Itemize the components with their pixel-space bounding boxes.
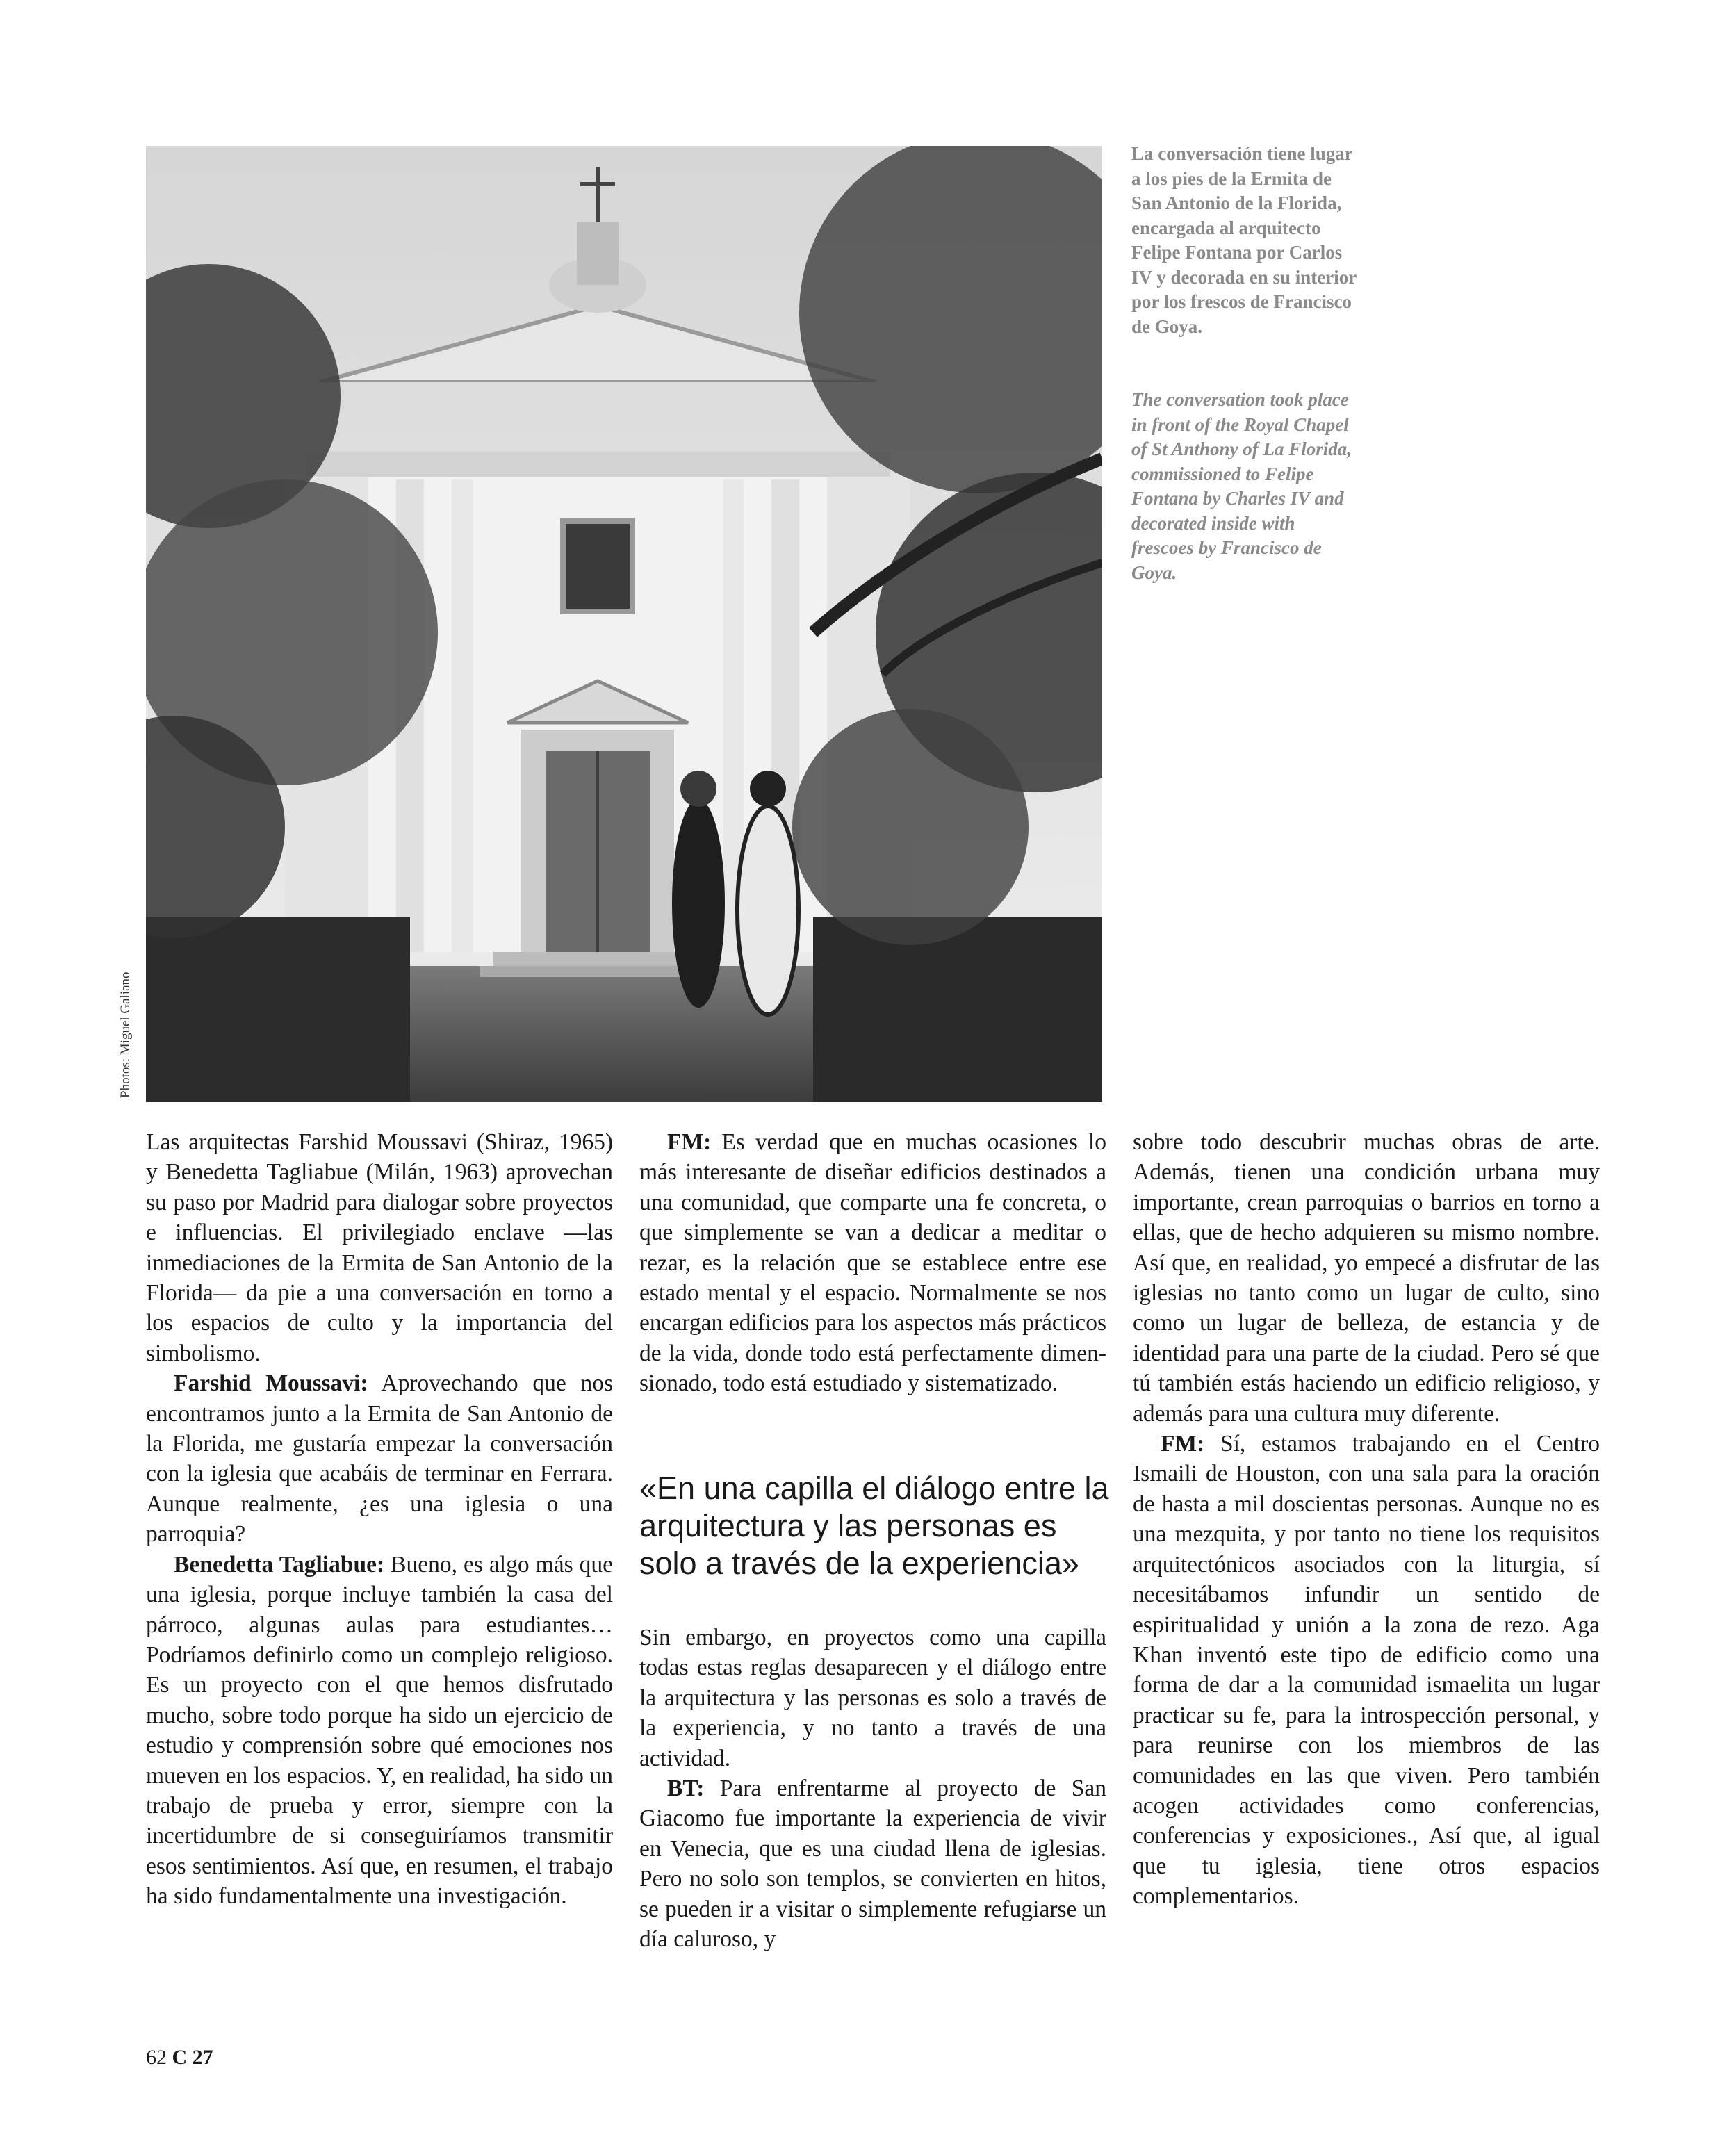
page-number: 62 [146, 2046, 167, 2069]
paragraph-text: Bueno, es algo más que una iglesia, porque incluye también la casa del párroco, algunas aulas para estudiantes… Podríamos definirlo como un complejo religioso. Es un proyecto con el que hemos disfrutado mucho, sobre todo porque ha sido un ejercicio de estudio y comprensión sobre qué emociones nos mueven en los espacios. Y, en realidad, ha sido un trabajo de prueba y error, siempre con la incertidumbre de si conseguiríamos transmitir esos sentimientos. Así que, en resumen, el trabajo ha sido fundamentalmente una investigación. [146, 1551, 613, 1910]
paragraph-fm-2 [1133, 1429, 1600, 1912]
paragraph-continuation: sobre todo descubrir muchas obras de arte. Además, tienen una condición urbana muy importante, crean parroquias o barrios en torno a ellas, que de hecho adquieren su mismo nombre. Así que, en realidad, yo empecé a disfrutar de las iglesias no tanto como un lugar de culto, sino como un lugar de belleza, de estancia y de identidad para una parte de la ciudad. Pero sé que tú también estás haciendo un edificio religioso, y además para una cultura muy diferente. [1133, 1129, 1600, 1427]
paragraph-text: Es verdad que en muchas ocasiones lo más interesante de diseñar edificios destinados a una comunidad, que comparte una fe concreta, o que simplemente se van a dedicar a meditar o rezar, es la relación que se establece entre ese estado mental y el espacio. Normalmente se nos encargan edificios para los aspectos más prácticos de la vida, donde todo está perfectamente dimensionado, todo está estudiado y sistematizado. [639, 1129, 1106, 1397]
speaker-label: Benedetta Tagliabue: [174, 1551, 385, 1577]
caption-english: The conversation took place in front of the Royal Chapel of St Anthony of La Florida, commissioned to Felipe Fontana by Charles IV and decorated inside with frescoes by Francisco de Goya. [1131, 389, 1352, 583]
paragraph-text: Aprovechando que nos encontramos junto a la Ermita de San Antonio de la Florida, me gustaría empezar la conversación con la iglesia que acabáis de terminar en Ferrara. Aunque realmente, ¿es una iglesia o una parroquia? [146, 1370, 613, 1548]
speaker-label: FM: [667, 1129, 712, 1155]
paragraph-continuation: Sin embargo, en proyectos como una capilla todas estas reglas desaparecen y el diálogo entre la arquitectura y las personas es solo a través de la experiencia, y no tanto a través de una actividad. [639, 1625, 1106, 1771]
paragraph-fm-1 [639, 1127, 1106, 1399]
magazine-issue: C 27 [172, 2046, 213, 2069]
paragraph-text: Sí, estamos trabajando en el Centro Ismaili de Houston, con una sala para la oración de hasta a mil doscientas personas. Aunque no es una mezquita, y por tanto no tiene los requisitos arquitectónicos asociados con la liturgia, sí necesitábamos infundir un sentido de espiritualidad y unión a la zona de rezo. Aga Khan inventó este tipo de edificio como una forma de dar a la comunidad ismaelita un lugar practicar su fe, para la introspección personal, y para reunirse con los miembros de las comunidades en las que viven. Pero también acogen actividades como conferencias, conferencias y exposiciones., Así que, al igual que tu iglesia, tiene otros espacios complementarios. [1133, 1431, 1600, 1910]
article-column-1 [146, 1127, 613, 1912]
ermita-photo-illustration [146, 146, 1102, 1102]
speaker-label: BT: [667, 1776, 705, 1802]
paragraph-benedetta [146, 1550, 613, 1912]
caption-spanish: La conversación tiene lugar a los pies de la Ermita de San Antonio de la Florida, encargada al arquitecto Felipe Fontana por Carlos IV y decorada en su interior por los frescos de Francisco de Goya. [1131, 143, 1357, 337]
ermita-photo [146, 146, 1102, 1102]
pull-quote: «En una capilla el diálogo entre la arquitectura y las personas es solo a través de la experiencia» [639, 1470, 1109, 1581]
intro-paragraph: Las arquitectas Farshid Moussavi (Shiraz, 1965) y Benedetta Tagliabue (Milán, 1963) aprovechan su paso por Madrid para dialogar sobre proyectos e influencias. El privilegiado enclave —las inmediaciones de la Ermita de San Antonio de la Florida— da pie a una conversación en torno a los espacios de culto y la importancia del simbolismo. [146, 1129, 613, 1366]
page-folio [146, 2046, 213, 2069]
paragraph-text: Para enfrentarme al proyecto de San Giacomo fue importante la experiencia de vivir en Venecia, que es una ciudad llena de iglesias. Pero no solo son templos, se convierten en hitos, se pueden ir a visitar o simplemente refugiarse un día caluroso, y [639, 1776, 1106, 1953]
paragraph-farshid [146, 1368, 613, 1549]
article-column-2-continued [639, 1623, 1106, 1954]
speaker-label: FM: [1161, 1431, 1205, 1457]
article-column-2 [639, 1127, 1106, 1399]
photo-credit: Photos: Miguel Galiano [118, 971, 133, 1098]
paragraph-bt [639, 1773, 1106, 1954]
speaker-label: Farshid Moussavi: [174, 1370, 368, 1397]
article-column-3 [1133, 1127, 1600, 1912]
